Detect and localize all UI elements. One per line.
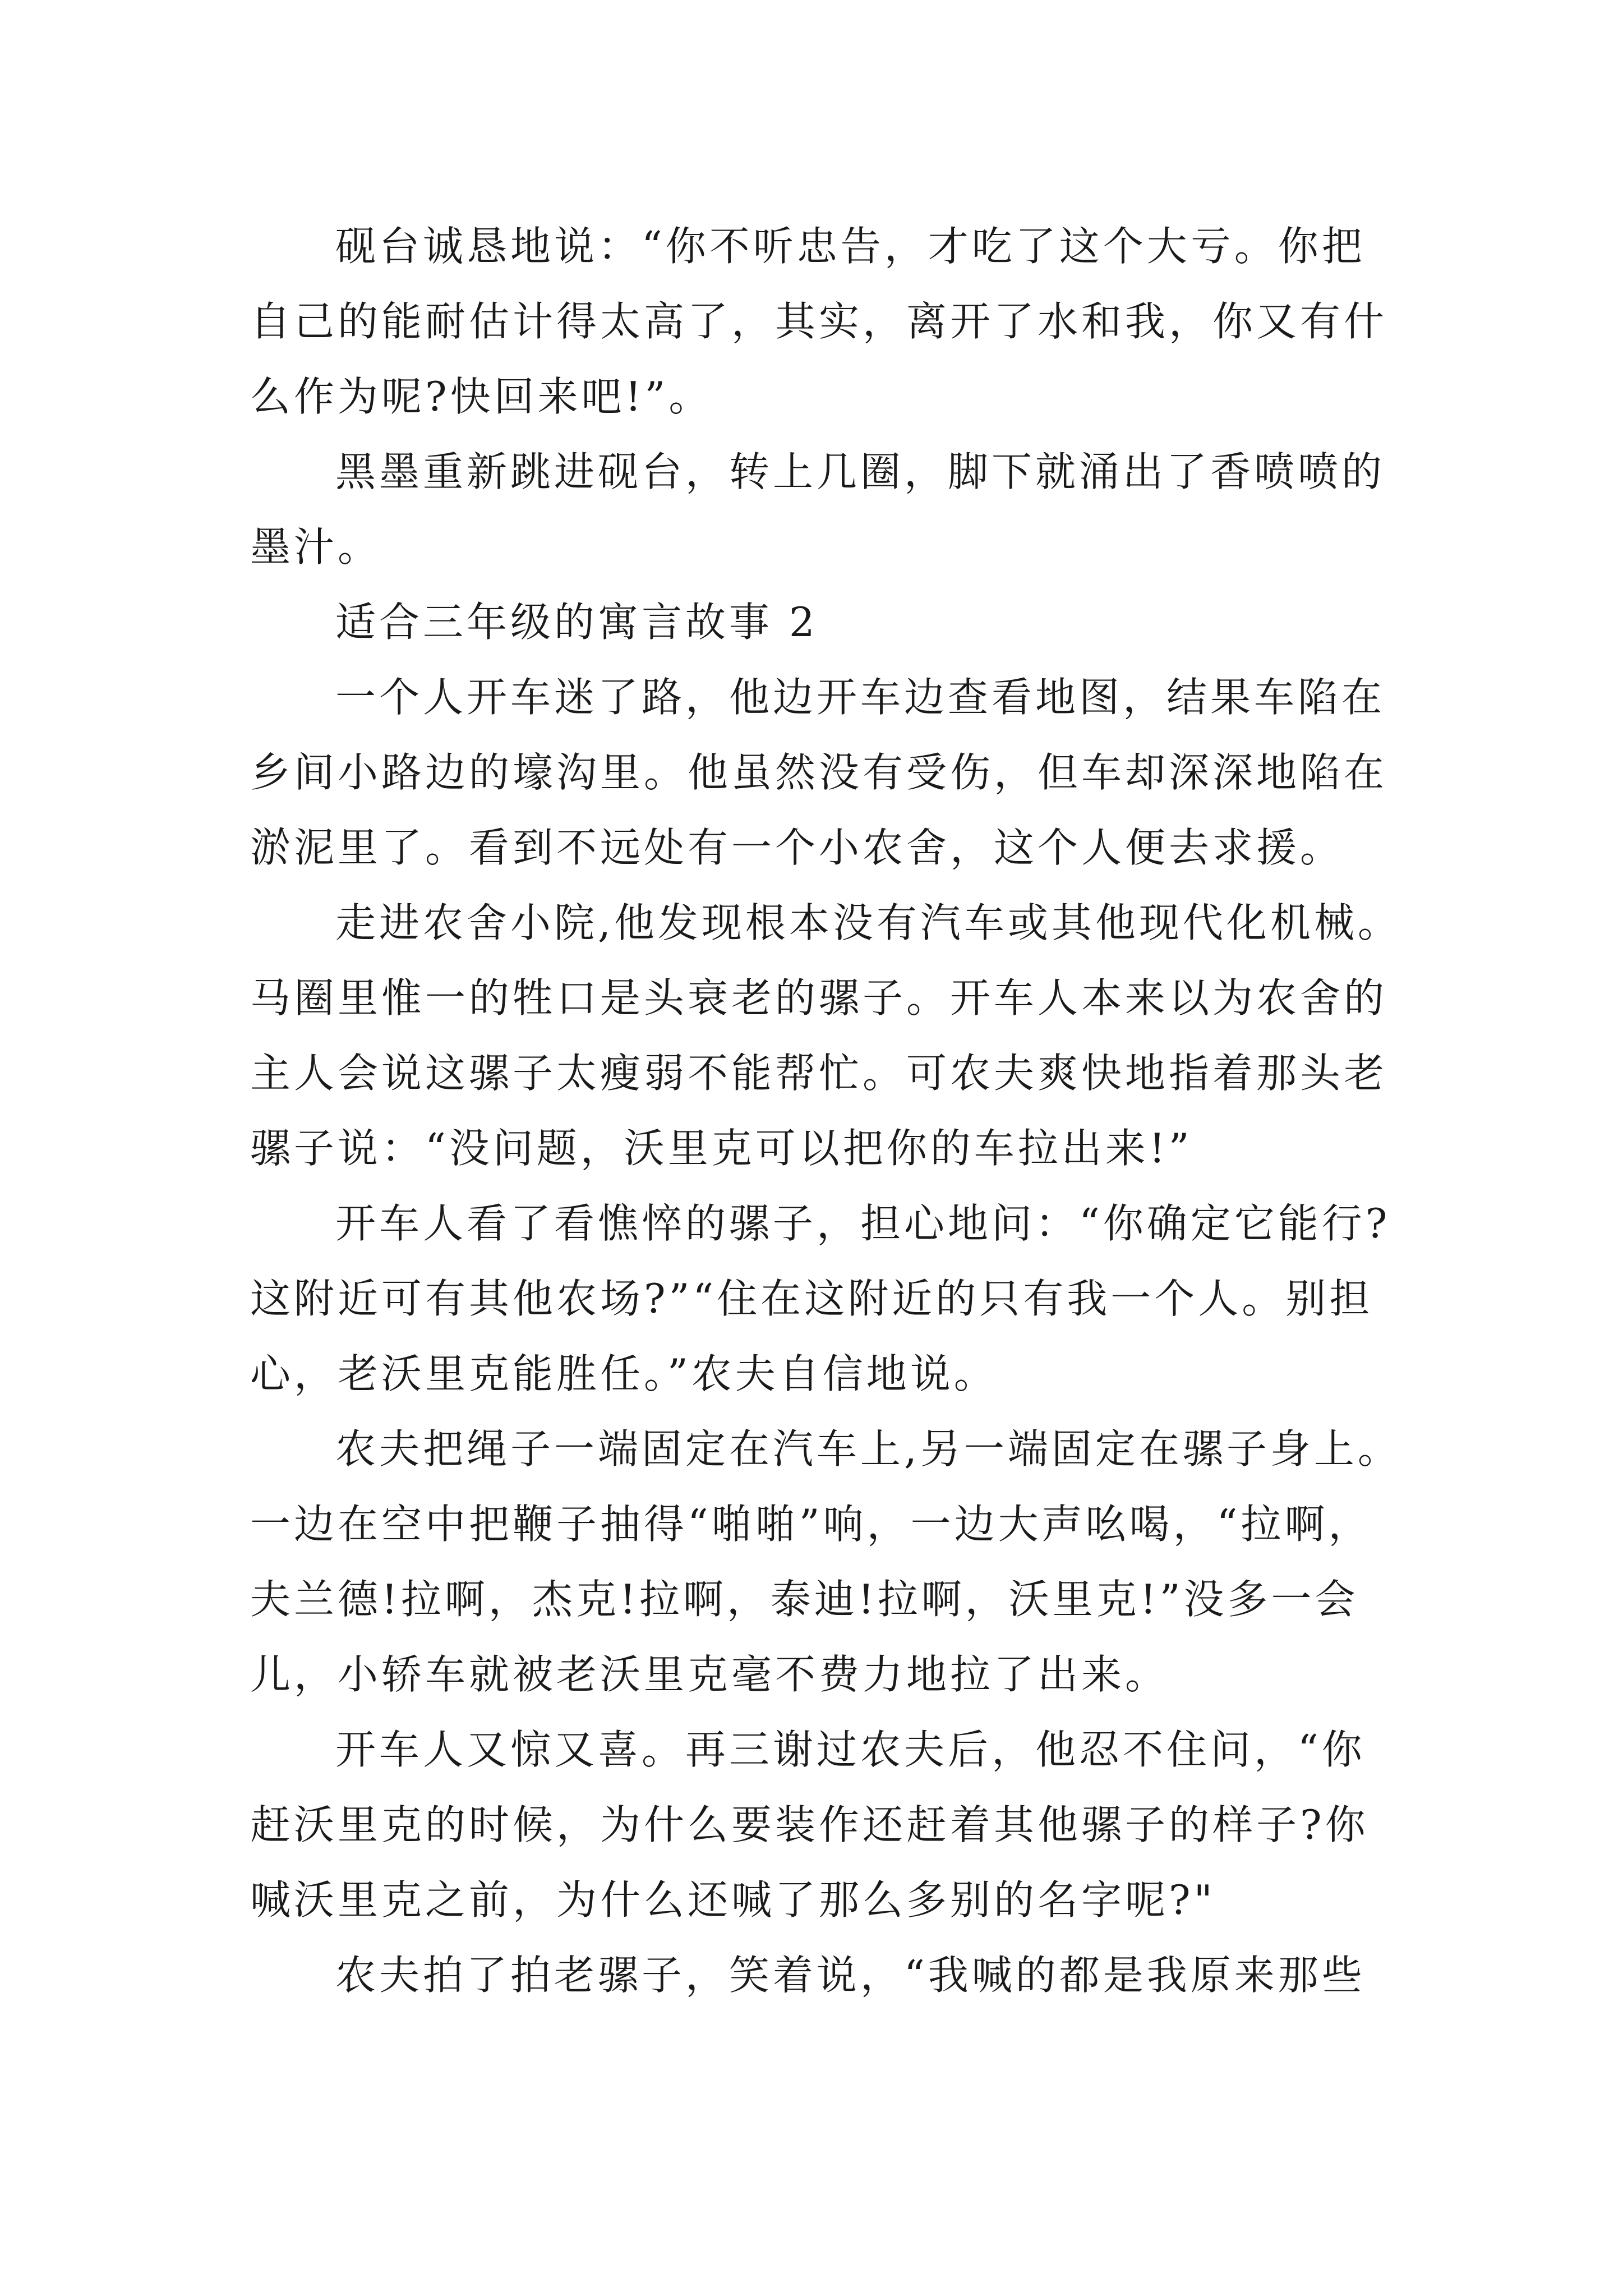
text-line: 黑墨重新跳进砚台，转上几圈，脚下就涌出了香喷喷的 [335,448,1386,495]
text-line: 走进农舍小院,他发现根本没有汽车或其他现代化机械。 [335,899,1401,946]
text-line: 开车人又惊又喜。再三谢过农夫后，他忍不住问，“你 [335,1726,1366,1773]
text-line: 农夫拍了拍老骡子，笑着说，“我喊的都是我原来那些 [335,1952,1366,1999]
text-line: 么作为呢?快回来吧!”。 [250,373,713,420]
text-line: 农夫把绳子一端固定在汽车上,另一端固定在骡子身上。 [335,1425,1401,1473]
text-line: 一个人开车迷了路，他边开车边查看地图，结果车陷在 [335,674,1386,721]
text-line: 马圈里惟一的牲口是头衰老的骡子。开车人本来以为农舍的 [250,974,1388,1022]
text-line: 开车人看了看憔悴的骡子，担心地问：“你确定它能行? [335,1200,1391,1247]
text-line: 砚台诚恳地说：“你不听忠告，才吃了这个大亏。你把 [335,223,1366,270]
text-line: 喊沃里克之前，为什么还喊了那么多别的名字呢?" [250,1876,1216,1924]
text-line: 墨汁。 [250,523,382,570]
text-line: 乡间小路边的壕沟里。他虽然没有受伤，但车却深深地陷在 [250,749,1388,796]
text-line: 赶沃里克的时候，为什么要装作还赶着其他骡子的样子?你 [250,1801,1369,1848]
text-line: 淤泥里了。看到不远处有一个小农舍，这个人便去求援。 [250,824,1344,871]
section-heading: 适合三年级的寓言故事 2 [335,599,818,646]
text-line: 主人会说这骡子太瘦弱不能帮忙。可农夫爽快地指着那头老 [250,1050,1388,1097]
text-line: 骡子说：“没问题，沃里克可以把你的车拉出来!” [250,1125,1193,1172]
text-line: 一边在空中把鞭子抽得“啪啪”响，一边大声吆喝，“拉啊， [250,1501,1372,1548]
text-line: 心，老沃里克能胜任。”农夫自信地说。 [250,1350,998,1397]
document-body [250,209,1401,2013]
text-line: 自己的能耐估计得太高了，其实，离开了水和我，你又有什 [250,298,1388,345]
text-line: 夫兰德!拉啊，杰克!拉啊，泰迪!拉啊，沃里克!”没多一会 [250,1576,1359,1623]
text-line: 这附近可有其他农场?”“住在这附近的只有我一个人。别担 [250,1275,1373,1322]
text-line: 儿，小轿车就被老沃里克毫不费力地拉了出来。 [250,1651,1169,1698]
